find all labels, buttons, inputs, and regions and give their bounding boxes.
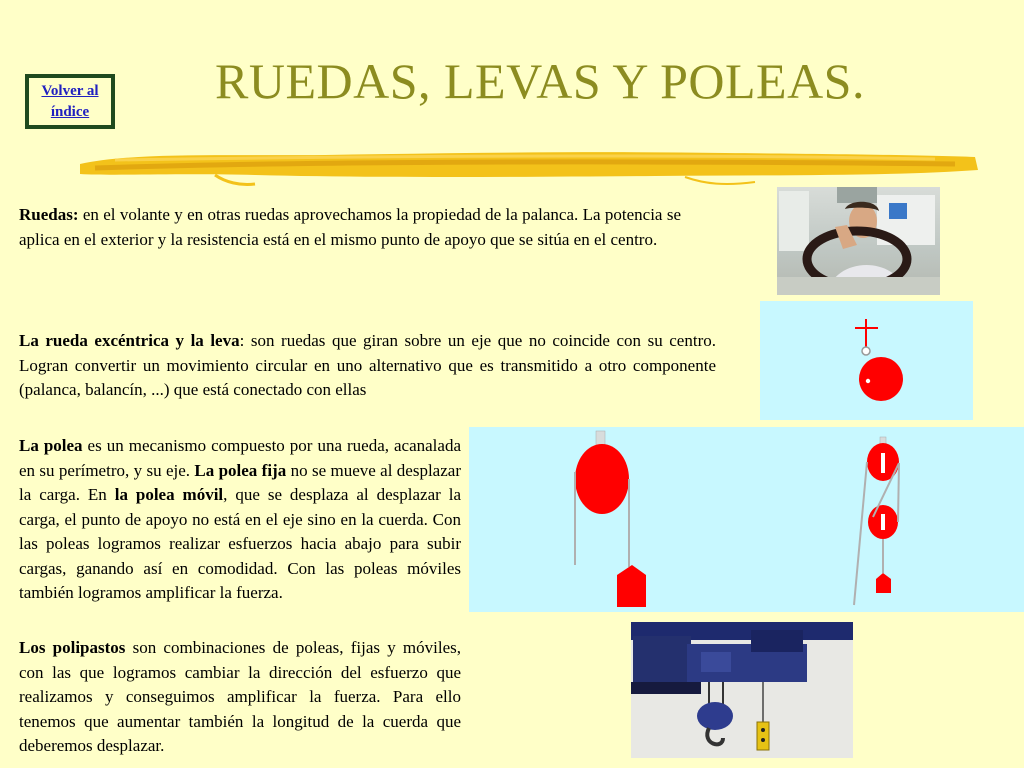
polea-fija-term: La polea fija <box>194 460 287 480</box>
leva-paragraph <box>19 329 716 403</box>
cam-diagram <box>760 301 973 420</box>
polipastos-term: Los polipastos <box>19 638 126 657</box>
back-to-index-link[interactable] <box>41 81 98 123</box>
polea-text1: es un mecanismo compuesto por una rueda, acanalada en su perímetro, y su eje. <box>19 436 461 480</box>
movable-pulley <box>854 437 899 605</box>
hoist-photo <box>631 622 853 758</box>
ruedas-term: Ruedas: <box>19 205 79 224</box>
polea-paragraph <box>19 434 461 606</box>
ruedas-paragraph <box>19 203 681 252</box>
steering-wheel-photo <box>777 187 940 295</box>
page-title: RUEDAS, LEVAS Y POLEAS. <box>214 53 865 109</box>
back-link-line2: índice <box>50 103 90 120</box>
fixed-pulley <box>575 431 646 607</box>
back-to-index-button[interactable] <box>25 74 115 129</box>
polipastos-text: son combinaciones de poleas, fijas y móviles, con las que logramos cambiar la dirección del esfuerzo que realizamos y conseguimos amplificar la fuerza. Para ello tenemos que aumentar también la longitud de la cuerda que deberemos desplazar. <box>19 638 461 755</box>
leva-text: : son ruedas que giran sobre un eje que no coincide con su centro. Logran convertir un movimiento circular en uno alternativo que es transmitido a otro componente (palanca, balancín, ...) que está conectado con ellas <box>19 331 716 399</box>
pulley-diagram <box>469 427 1024 612</box>
polea-text3: , que se desplaza al desplazar la carga, el punto de apoyo no está en el eje sino en la cuerda. Con las poleas logramos realizar esfuerzos hacia abajo para subir cargas, ganando así en comodidad. Con las poleas móviles también logramos amplificar la fuerza. <box>19 485 461 602</box>
ruedas-text: en el volante y en otras ruedas aprovechamos la propiedad de la palanca. La potencia se aplica en el exterior y la resistencia está en el mismo punto de apoyo que se sitúa en el centro. <box>19 205 681 249</box>
title-underline-stroke <box>75 142 980 190</box>
polipastos-paragraph <box>19 636 461 759</box>
back-link-line1: Volver al <box>41 82 99 99</box>
polea-term: La polea <box>19 436 83 455</box>
polea-text2: no se mueve al desplazar la carga. En <box>19 460 461 504</box>
polea-movil-term: la polea móvil <box>114 485 224 504</box>
leva-term: La rueda excéntrica y la leva <box>19 331 240 350</box>
